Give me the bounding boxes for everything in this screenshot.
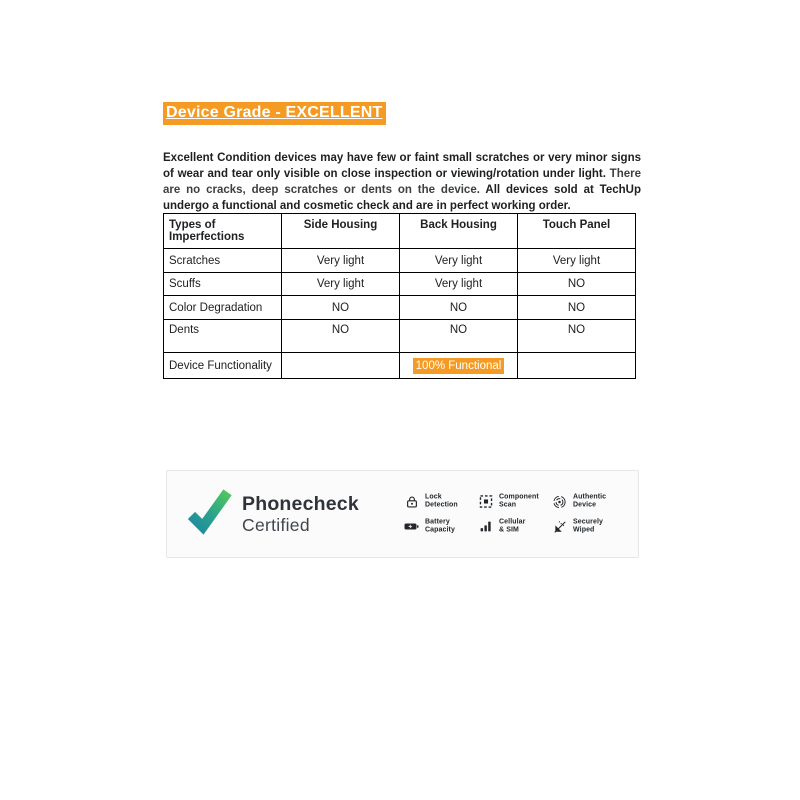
fingerprint-icon <box>552 494 567 509</box>
checkmark-icon <box>186 488 233 540</box>
feature-label: Authentic Device <box>573 493 607 509</box>
phonecheck-logo <box>186 488 359 540</box>
row-label: Color Degradation <box>164 296 282 320</box>
table-row <box>164 296 636 320</box>
row-label: Scratches <box>164 249 282 273</box>
functionality-highlight: 100% Functional <box>413 358 505 374</box>
battery-icon <box>404 519 419 534</box>
description-segment: All devices sold at TechUp undergo a functional and cosmetic check and are in perfect working order. <box>163 184 641 213</box>
signal-bars-icon <box>478 519 493 534</box>
cell-value <box>282 353 400 379</box>
cell-value: Very light <box>400 249 518 273</box>
table-row <box>164 353 636 379</box>
cell-value: NO <box>518 273 636 296</box>
cell-value: NO <box>282 320 400 353</box>
component-scan-icon <box>478 494 493 509</box>
feature-label: Battery Capacity <box>425 518 455 534</box>
lock-icon <box>404 494 419 509</box>
feature-securely-wiped <box>552 519 626 535</box>
page-title-highlight: Device Grade - EXCELLENT <box>163 102 386 125</box>
feature-label: Lock Detection <box>425 493 458 509</box>
description-paragraph <box>163 150 641 215</box>
feature-authentic-device <box>552 494 626 510</box>
page-title <box>163 102 386 125</box>
header-types-of-imperfections: Types of Imperfections <box>164 214 282 249</box>
cell-value <box>400 353 518 379</box>
phonecheck-certified-badge <box>166 470 639 558</box>
cell-value: NO <box>282 296 400 320</box>
wipe-icon <box>552 519 567 534</box>
cell-value: Very light <box>282 249 400 273</box>
certification-features <box>404 494 626 535</box>
cell-value: Very light <box>400 273 518 296</box>
cell-value: NO <box>400 296 518 320</box>
feature-cellular-sim <box>478 519 552 535</box>
cell-value: Very light <box>518 249 636 273</box>
row-label: Device Functionality <box>164 353 282 379</box>
brand-name: Phonecheck <box>242 492 359 515</box>
header-back-housing: Back Housing <box>400 214 518 249</box>
row-label: Dents <box>164 320 282 353</box>
feature-component-scan <box>478 494 552 510</box>
table-header-row <box>164 214 636 249</box>
feature-label: Cellular & SIM <box>499 518 526 534</box>
cell-value: NO <box>400 320 518 353</box>
feature-label: Securely Wiped <box>573 518 603 534</box>
table-row <box>164 320 636 353</box>
row-label: Scuffs <box>164 273 282 296</box>
cell-value: Very light <box>282 273 400 296</box>
table-row <box>164 273 636 296</box>
cell-value: NO <box>518 296 636 320</box>
feature-battery-capacity <box>404 519 478 535</box>
brand-subtitle: Certified <box>242 514 310 535</box>
description-segment-muted: There are no cracks, deep scratches or dents on the device. <box>163 167 641 197</box>
feature-label: Component Scan <box>499 493 539 509</box>
header-side-housing: Side Housing <box>282 214 400 249</box>
cell-value <box>518 353 636 379</box>
feature-lock-detection <box>404 494 478 510</box>
description-segment: Excellent Condition devices may have few or faint small scratches or very minor signs of wear and tear only visible on close inspection or viewing/rotation under light. <box>163 151 641 180</box>
header-touch-panel: Touch Panel <box>518 214 636 249</box>
cell-value: NO <box>518 320 636 353</box>
imperfections-table <box>163 213 636 379</box>
table-row <box>164 249 636 273</box>
brand-text-block <box>242 493 359 536</box>
